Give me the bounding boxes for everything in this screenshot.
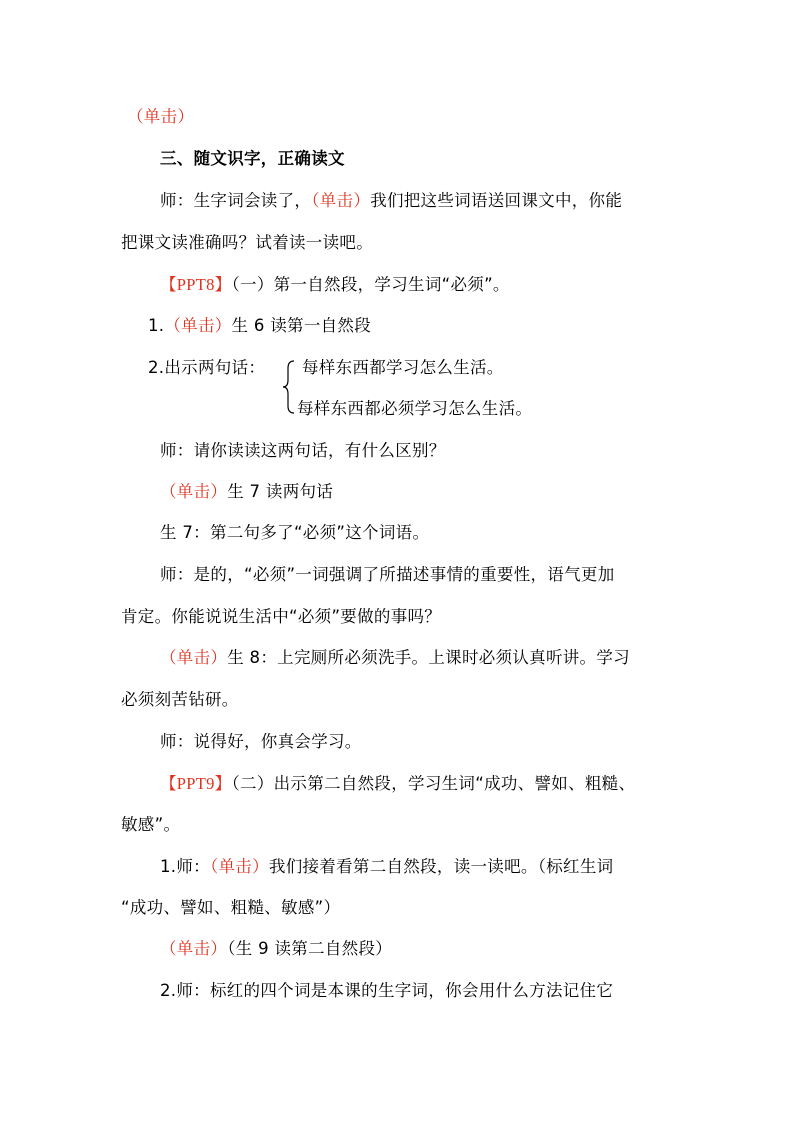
paragraph-line bbox=[148, 315, 371, 337]
paragraph-line bbox=[160, 980, 613, 1002]
text-run: 师：是的，“必须”一词强调了所描述事情的重要性，语气更加 bbox=[160, 565, 615, 584]
paragraph-line bbox=[302, 357, 504, 379]
paragraph-line bbox=[160, 731, 362, 753]
text-run: “成功、譬如、粗糙、敏感”） bbox=[121, 898, 341, 917]
text-run: 生 7：第二句多了“必须”这个词语。 bbox=[160, 523, 430, 542]
paragraph-line bbox=[160, 522, 429, 544]
paragraph-line bbox=[160, 938, 392, 960]
text-run: 把课文读准确吗？试着读一读吧。 bbox=[121, 233, 373, 252]
paragraph-line bbox=[127, 106, 194, 128]
text-run: 必须刻苦钻研。 bbox=[121, 690, 239, 709]
paragraph-line bbox=[160, 856, 613, 878]
section-heading-text: 三、随文识字，正确读文 bbox=[160, 149, 345, 168]
ppt-tag: 【PPT9】 bbox=[160, 774, 232, 793]
paragraph-line bbox=[121, 814, 180, 836]
text-run: 每样东西都学习怎么生活。 bbox=[302, 358, 504, 377]
text-run: 1. bbox=[148, 316, 165, 335]
section-heading bbox=[160, 148, 345, 170]
paragraph-line bbox=[160, 647, 630, 669]
text-run: 我们把这些词语送回课文中，你能 bbox=[370, 191, 623, 210]
paragraph-line bbox=[160, 274, 510, 296]
click-cue: （单击） bbox=[160, 648, 228, 667]
text-run: 肯定。你能说说生活中“必须”要做的事吗？ bbox=[121, 607, 442, 626]
text-run: 生 6 读第一自然段 bbox=[231, 316, 372, 335]
click-cue: （单击） bbox=[209, 857, 269, 876]
text-run: （二）出示第二自然段，学习生词“成功、譬如、粗糙、 bbox=[231, 774, 636, 793]
paragraph-line bbox=[160, 190, 622, 212]
paragraph-line bbox=[148, 357, 265, 379]
text-run: 敏感”。 bbox=[121, 815, 181, 834]
paragraph-line bbox=[160, 773, 635, 795]
paragraph-line bbox=[160, 481, 333, 503]
text-run: （一）第一自然段，学习生词“必须”。 bbox=[231, 275, 510, 294]
text-run: 1.师： bbox=[160, 857, 210, 876]
paragraph-line bbox=[297, 398, 532, 420]
text-run: 师：说得好，你真会学习。 bbox=[160, 732, 362, 751]
paragraph-line bbox=[160, 564, 615, 586]
text-run: 2.师：标红的四个词是本课的生字词，你会用什么方法记住它 bbox=[160, 981, 614, 1000]
brace-icon bbox=[282, 360, 296, 414]
text-run: 生 8：上完厕所必须洗手。上课时必须认真听讲。学习 bbox=[227, 648, 630, 667]
paragraph-line bbox=[121, 689, 239, 711]
text-run: 每样东西都必须学习怎么生活。 bbox=[297, 399, 533, 418]
text-run: 我们接着看第二自然段，读一读吧。（标红生词 bbox=[268, 857, 614, 876]
click-cue: （单击） bbox=[160, 482, 228, 501]
paragraph-line bbox=[121, 232, 373, 254]
text-run: 2.出示两句话： bbox=[148, 358, 266, 377]
text-run: 生 7 读两句话 bbox=[227, 482, 334, 501]
click-cue: （单击） bbox=[160, 939, 228, 958]
paragraph-line bbox=[121, 606, 441, 628]
click-cue: （单击） bbox=[311, 191, 371, 210]
paragraph-line bbox=[121, 897, 340, 919]
ppt-tag: 【PPT8】 bbox=[160, 275, 232, 294]
text-run: （生 9 读第二自然段） bbox=[227, 939, 393, 958]
text-run: 师：请你读读这两句话，有什么区别？ bbox=[160, 441, 446, 460]
click-cue: （单击） bbox=[164, 316, 232, 335]
paragraph-line bbox=[160, 440, 446, 462]
click-cue: （单击） bbox=[127, 107, 195, 126]
text-run: 师：生字词会读了， bbox=[160, 191, 312, 210]
